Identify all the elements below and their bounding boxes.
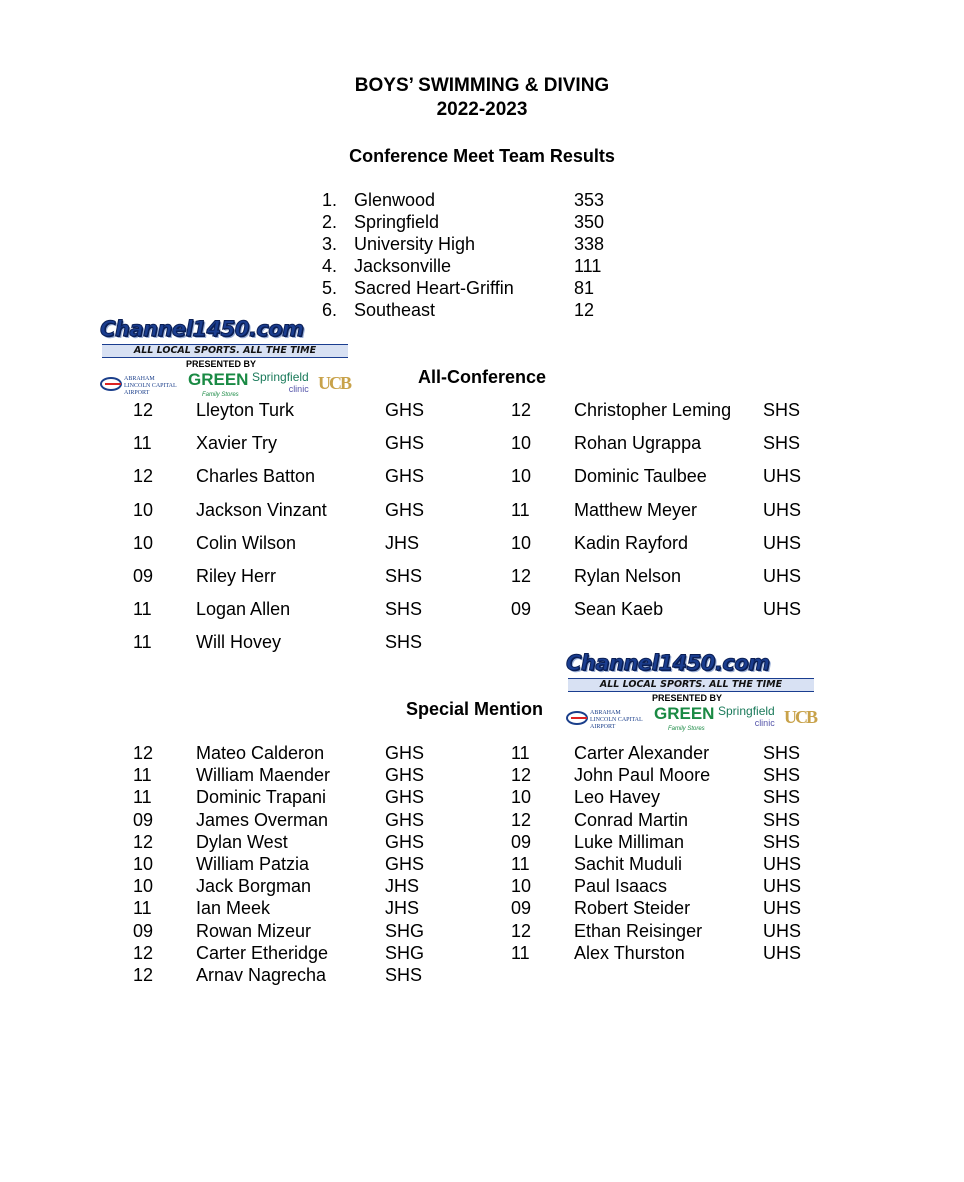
player-school: UHS xyxy=(763,499,802,520)
player-name: Robert Steider xyxy=(574,898,691,919)
player-grade: 12 xyxy=(511,400,532,420)
player-name: Rowan Mizeur xyxy=(196,920,312,941)
player-name: Sachit Muduli xyxy=(574,854,683,874)
player-name: William Patzia xyxy=(196,854,310,874)
player-school: JHS xyxy=(385,876,420,897)
airport-logo-text: ABRAHAM LINCOLN CAPITAL AIRPORT xyxy=(590,710,643,730)
player-grade: 12 xyxy=(133,400,154,420)
player-grade: 10 xyxy=(511,433,532,454)
player-name: Christopher Leming xyxy=(574,400,732,420)
player-name: Xavier Try xyxy=(196,433,278,454)
team-name: Southeast xyxy=(354,300,436,320)
player-name: John Paul Moore xyxy=(574,765,711,786)
player-school: UHS xyxy=(763,942,802,963)
player-school: GHS xyxy=(385,787,425,808)
player-grade: 09 xyxy=(511,898,532,919)
player-name: Kadin Rayford xyxy=(574,532,689,553)
team-rank: 3. xyxy=(322,234,338,254)
green-logo-text: GREEN xyxy=(654,704,715,723)
player-school: SHS xyxy=(385,566,423,586)
logo-tagline: ALL LOCAL SPORTS. ALL THE TIME xyxy=(102,344,348,358)
player-grade: 11 xyxy=(133,898,152,919)
player-school: UHS xyxy=(763,876,802,897)
player-name: Ethan Reisinger xyxy=(574,920,703,941)
team-score: 81 xyxy=(574,278,595,298)
player-grade: 10 xyxy=(133,854,154,874)
player-name: Rohan Ugrappa xyxy=(574,433,702,454)
player-school: SHS xyxy=(385,632,423,653)
player-school: SHS xyxy=(385,965,423,985)
player-grade: 12 xyxy=(511,566,532,586)
player-school: UHS xyxy=(763,920,802,941)
green-family-stores-logo xyxy=(654,704,715,732)
player-name: Mateo Calderon xyxy=(196,743,325,763)
channel1450-logo xyxy=(566,651,820,732)
player-name: Logan Allen xyxy=(196,599,291,620)
ucb-logo: UCB xyxy=(318,373,351,393)
player-school: SHG xyxy=(385,920,425,941)
player-name: Riley Herr xyxy=(196,566,277,586)
player-grade: 12 xyxy=(511,809,532,830)
player-grade: 11 xyxy=(133,787,152,808)
player-school: SHS xyxy=(763,743,801,763)
player-name: Charles Batton xyxy=(196,466,316,487)
player-school: GHS xyxy=(385,809,425,830)
player-school: GHS xyxy=(385,854,425,874)
green-logo-sub: Family Stores xyxy=(668,726,705,732)
player-name: Ian Meek xyxy=(196,898,271,919)
airport-logo xyxy=(566,709,648,730)
player-school: UHS xyxy=(763,566,802,586)
springfield-clinic-logo xyxy=(718,705,775,729)
player-school: JHS xyxy=(385,532,420,553)
player-school: GHS xyxy=(385,499,425,520)
clinic-logo-text: clinic xyxy=(288,384,309,394)
presented-by-label: PRESENTED BY xyxy=(652,693,723,703)
player-school: GHS xyxy=(385,466,425,487)
springfield-logo-text: Springfield xyxy=(718,704,775,718)
player-school: SHS xyxy=(763,765,801,786)
player-name: Alex Thurston xyxy=(574,942,685,963)
player-grade: 10 xyxy=(133,876,154,897)
team-score: 350 xyxy=(574,212,605,232)
player-grade: 11 xyxy=(133,765,152,786)
player-grade: 10 xyxy=(511,787,532,808)
team-rank: 1. xyxy=(322,190,338,210)
team-score: 12 xyxy=(574,300,595,320)
player-grade: 09 xyxy=(133,566,154,586)
player-grade: 12 xyxy=(133,942,154,963)
player-grade: 09 xyxy=(511,599,532,620)
player-school: GHS xyxy=(385,765,425,786)
player-name: Sean Kaeb xyxy=(574,599,664,620)
team-score: 353 xyxy=(574,190,605,210)
player-grade: 12 xyxy=(511,920,532,941)
player-school: GHS xyxy=(385,743,425,763)
page-title: BOYS’ SWIMMING & DIVING xyxy=(354,75,610,96)
player-grade: 11 xyxy=(133,599,152,620)
player-name: Rylan Nelson xyxy=(574,566,682,586)
player-grade: 10 xyxy=(133,532,154,553)
player-grade: 12 xyxy=(133,965,154,985)
player-name: Luke Milliman xyxy=(574,831,685,852)
special-mention-heading: Special Mention xyxy=(406,699,544,719)
player-school: GHS xyxy=(385,433,425,454)
player-school: GHS xyxy=(385,831,425,852)
player-grade: 12 xyxy=(133,466,154,487)
player-school: SHS xyxy=(385,599,423,620)
team-name: Springfield xyxy=(354,212,440,232)
player-grade: 09 xyxy=(133,920,154,941)
player-grade: 11 xyxy=(511,854,530,874)
player-name: Matthew Meyer xyxy=(574,499,698,520)
player-school: SHS xyxy=(763,400,801,420)
player-grade: 10 xyxy=(511,466,532,487)
player-grade: 12 xyxy=(133,743,154,763)
player-name: Jack Borgman xyxy=(196,876,312,897)
player-name: Conrad Martin xyxy=(574,809,689,830)
team-name: Jacksonville xyxy=(354,256,452,276)
player-grade: 11 xyxy=(511,499,530,520)
player-grade: 10 xyxy=(133,499,154,520)
player-name: Lleyton Turk xyxy=(196,400,295,420)
sponsor-strip xyxy=(566,704,820,732)
team-name: Glenwood xyxy=(354,190,436,210)
player-grade: 11 xyxy=(511,942,530,963)
player-name: Leo Havey xyxy=(574,787,661,808)
player-name: James Overman xyxy=(196,809,329,830)
player-grade: 11 xyxy=(511,743,530,763)
green-logo-sub: Family Stores xyxy=(202,392,239,398)
player-grade: 12 xyxy=(511,765,532,786)
player-school: UHS xyxy=(763,854,802,874)
team-rank: 2. xyxy=(322,212,338,232)
player-grade: 11 xyxy=(133,433,152,454)
all-conference-heading: All-Conference xyxy=(417,367,547,387)
player-name: Arnav Nagrecha xyxy=(196,965,327,985)
springfield-logo-text: Springfield xyxy=(252,370,309,384)
player-school: GHS xyxy=(385,400,425,420)
player-name: Colin Wilson xyxy=(196,532,297,553)
player-name: William Maender xyxy=(196,765,331,786)
player-name: Carter Alexander xyxy=(574,743,710,763)
player-school: UHS xyxy=(763,532,802,553)
team-score: 338 xyxy=(574,234,605,254)
presented-by-label: PRESENTED BY xyxy=(186,359,257,369)
player-school: UHS xyxy=(763,898,802,919)
player-school: SHS xyxy=(763,787,801,808)
player-grade: 12 xyxy=(133,831,154,852)
ucb-logo: UCB xyxy=(784,707,817,727)
airport-logo-text: ABRAHAM LINCOLN CAPITAL AIRPORT xyxy=(124,376,177,396)
player-name: Will Hovey xyxy=(196,632,282,653)
player-school: UHS xyxy=(763,599,802,620)
team-name: University High xyxy=(354,234,476,254)
logo-brand-text: Channel1450.com xyxy=(100,317,304,341)
player-name: Dominic Trapani xyxy=(196,787,327,808)
player-name: Jackson Vinzant xyxy=(196,499,327,520)
team-score: 111 xyxy=(574,256,602,276)
team-name: Sacred Heart-Griffin xyxy=(354,278,514,298)
logo-brand-text: Channel1450.com xyxy=(566,651,770,675)
clinic-logo-text: clinic xyxy=(754,718,775,728)
player-grade: 09 xyxy=(133,809,154,830)
player-name: Carter Etheridge xyxy=(196,942,329,963)
player-school: SHS xyxy=(763,831,801,852)
player-name: Paul Isaacs xyxy=(574,876,668,897)
airport-mark-icon xyxy=(566,711,588,725)
logo-tagline: ALL LOCAL SPORTS. ALL THE TIME xyxy=(568,678,814,692)
player-school: SHS xyxy=(763,809,801,830)
green-logo-text: GREEN xyxy=(188,370,249,389)
player-grade: 10 xyxy=(511,876,532,897)
player-name: Dylan West xyxy=(196,831,288,852)
player-grade: 10 xyxy=(511,532,532,553)
season-label: 2022-2023 xyxy=(436,99,528,120)
player-school: JHS xyxy=(385,898,420,919)
player-school: SHG xyxy=(385,942,425,963)
player-grade: 09 xyxy=(511,831,532,852)
player-name: Dominic Taulbee xyxy=(574,466,707,487)
player-school: UHS xyxy=(763,466,802,487)
team-rank: 4. xyxy=(322,256,338,276)
player-grade: 11 xyxy=(133,632,152,653)
player-school: SHS xyxy=(763,433,801,454)
team-rank: 5. xyxy=(322,278,338,298)
team-rank: 6. xyxy=(322,300,338,320)
team-results-heading: Conference Meet Team Results xyxy=(349,146,615,166)
